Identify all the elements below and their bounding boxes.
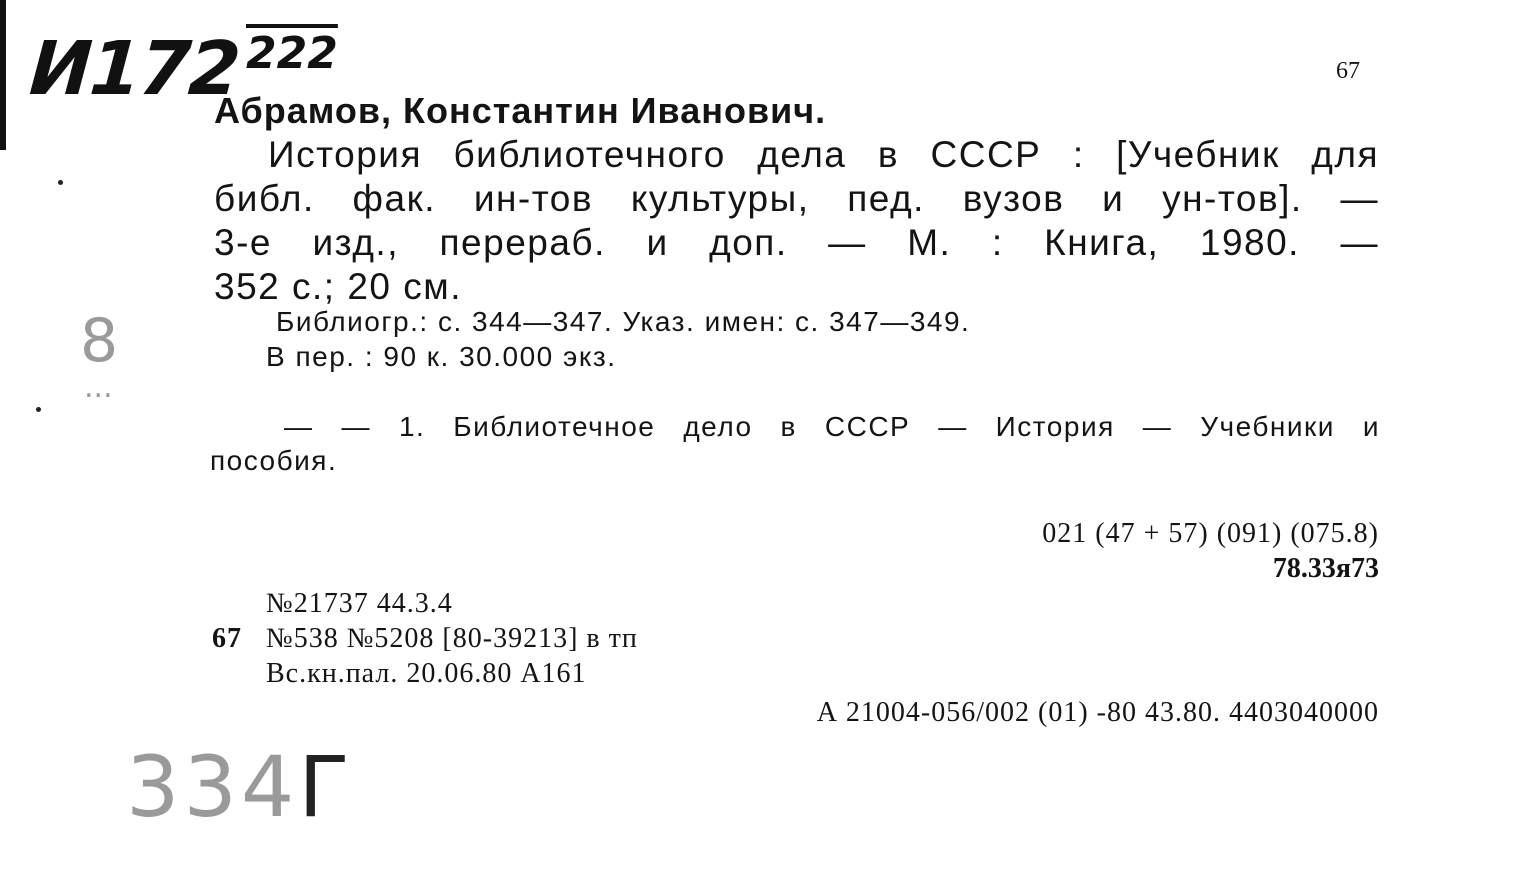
subject-line: — — 1. Библиотечное дело в СССР — История — Учебники и bbox=[284, 411, 1380, 442]
tech-line: Вс.кн.пал. 20.06.80 А161 bbox=[266, 658, 587, 689]
call-number-sup: 222 bbox=[246, 28, 338, 79]
bibliography-note: Библиогр.: с. 344—347. Указ. имен: с. 347—349. bbox=[276, 306, 971, 337]
title-description bbox=[214, 133, 1379, 309]
tech-line: А 21004-056/002 (01) -80 43.80. 4403040000 bbox=[816, 697, 1379, 728]
ink-speck bbox=[36, 407, 41, 412]
title-line: 352 с.; 20 см. bbox=[214, 266, 463, 307]
title-line: История библиотечного дела в СССР : [Учебник для bbox=[268, 134, 1379, 175]
handwritten-stamp bbox=[126, 738, 354, 836]
bbk-code: 78.33я73 bbox=[1272, 553, 1379, 584]
author-heading: Абрамов, Константин Иванович. bbox=[214, 90, 827, 131]
stamp-letter: Г bbox=[298, 738, 354, 836]
udc-code: 021 (47 + 57) (091) (075.8) bbox=[1042, 518, 1379, 549]
tech-number: 67 bbox=[212, 623, 242, 654]
tech-line: №21737 44.3.4 bbox=[266, 588, 453, 619]
margin-mark: 8 bbox=[80, 306, 119, 376]
title-line: библ. фак. ин-тов культуры, пед. вузов и ун-тов]. — bbox=[214, 178, 1379, 219]
title-line: 3-е изд., перераб. и доп. — М. : Книга, 1980. — bbox=[214, 222, 1379, 263]
subject-tracing bbox=[210, 410, 1380, 478]
price-note: В пер. : 90 к. 30.000 экз. bbox=[266, 341, 617, 372]
subject-line: пособия. bbox=[210, 445, 338, 476]
stamp-faint-digits: 334 bbox=[126, 738, 299, 836]
card-edge-line bbox=[0, 0, 6, 150]
call-number: И172 bbox=[26, 26, 242, 112]
page-number: 67 bbox=[1336, 58, 1360, 84]
ink-speck bbox=[58, 180, 63, 185]
margin-mark: ... bbox=[84, 370, 113, 405]
tech-line: №538 №5208 [80-39213] в тп bbox=[266, 623, 638, 654]
